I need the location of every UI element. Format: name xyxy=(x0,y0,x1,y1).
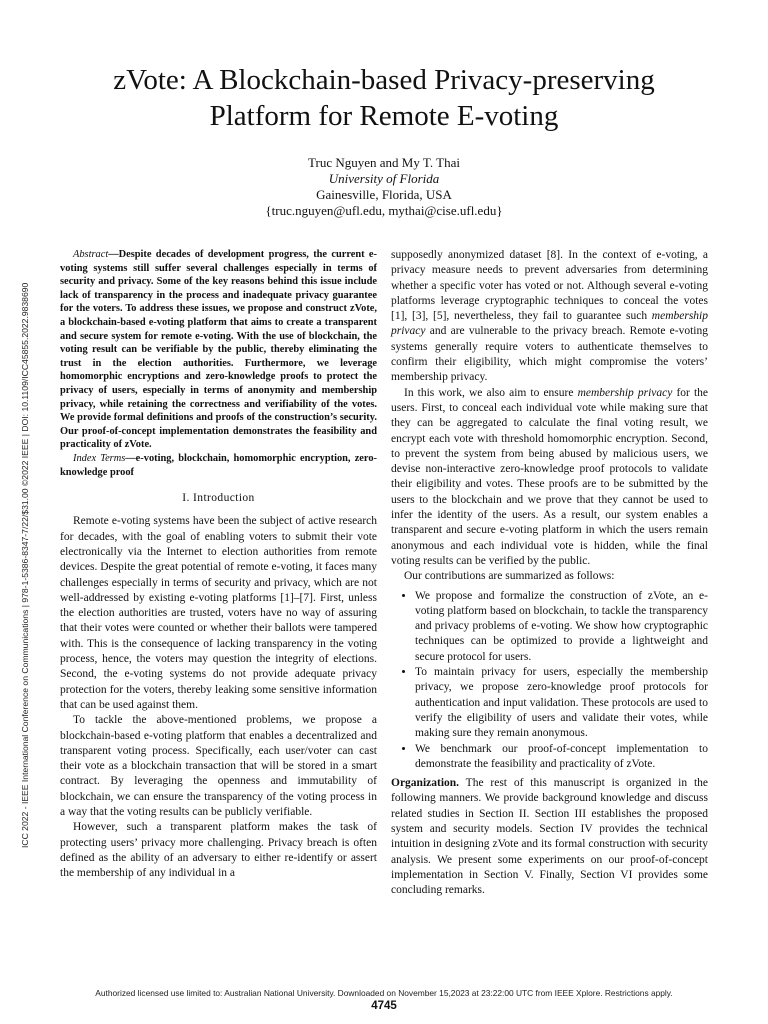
left-column xyxy=(60,248,377,882)
index-terms xyxy=(60,452,377,479)
doi-side-note: ICC 2022 - IEEE International Conference on Communications | 978-1-5386-8347-7/22/$31.00 ©2022 IEEE | DOI: 10.1109/ICC45855.2022.9838690 xyxy=(20,282,30,848)
emails: {truc.nguyen@ufl.edu, mythai@cise.ufl.edu} xyxy=(265,203,503,218)
abstract-lead: Abstract xyxy=(73,249,109,260)
organization-label: Organization. xyxy=(391,777,460,790)
location: Gainesville, Florida, USA xyxy=(316,187,452,202)
paragraph: To tackle the above-mentioned problems, we propose a blockchain-based e-voting platform that enables a decentralized and transparent voting process. Specifically, each user/voter can cast their vote as a blockchain transaction that will be stored in a smart contract. By leveraging the openness and immutability of blockchain, we can ensure the transparency of the voting process in a way that the voting results can be publicly verifiable. xyxy=(60,714,377,819)
index-terms-text: —e-voting, blockchain, homomorphic encryption, zero-knowledge proof xyxy=(60,452,377,478)
emphasis: membership privacy xyxy=(391,310,708,338)
license-footer: Authorized licensed use limited to: Australian National University. Downloaded on November 15,2023 at 23:22:00 UTC from IEEE Xplore. Restrictions apply. xyxy=(95,988,673,998)
index-terms-lead: Index Terms xyxy=(73,452,126,464)
right-column xyxy=(391,248,708,898)
affiliation: University of Florida xyxy=(328,171,440,186)
paragraph: However, such a transparent platform makes the task of protecting users’ privacy more challenging. Privacy breach is often defined as the ability of an adversary to either re-identify or assert the membership of any individual in a xyxy=(60,821,377,880)
abstract-text: —Despite decades of development progress, the current e-voting systems still suffer several challenges especially in terms of security and privacy. Some of the key reasons behind this issue include lack of transparency in the process and inadequate privacy guarantee for the voters. To address these issues, we propose and construct zVote, a blockchain-based e-voting platform that aims to create a transparent and secure system for remote e-voting. With the use of blockchain, the voting result can be verifiable by the public, thereby eliminating the trust in the election authorities. Furthermore, we leverage homomorphic encryptions and zero-knowledge proofs to protect the privacy of users, especially in terms of anonymity and membership privacy, while retaining the correctness and verifiability of the votes. We provide formal definitions and proofs of the construction’s security. Our proof-of-concept implementation demonstrates the feasibility and practicality of zVote. xyxy=(60,249,377,451)
paper-title xyxy=(60,62,708,134)
paragraph: Our contributions are summarized as follows: xyxy=(404,570,615,583)
emphasis: membership privacy xyxy=(577,386,673,399)
paragraph-organization: Organization. The rest of this manuscript is organized in the following manners. We provide background knowledge and discuss related studies in Section II. Section III establishes the proposed system and security models. Section IV provides the technical intuition in designing zVote and its formal construction with security analysis. We present some experiments on our proof-of-concept implementation in Section V. Finally, Section VI provides some concluding remarks. xyxy=(391,777,708,897)
paragraph: Remote e-voting systems have been the subject of active research for decades, with the goal of enabling voters to submit their vote electronically via the Internet to election authorities from remote devices. Despite the great potential of remote e-voting, it faces many challenges especially in terms of security and privacy, which are not well-addressed by existing e-voting platforms [1]–[7]. First, unless the election authorities are trusted, voters have no way of assuring that their votes were counted or whether their ballots were tampered with. This is the consequence of lacking transparency in the voting process, hence, the voters may question the integrity of elections. Second, the e-voting systems do not provide adequate privacy protection for the voters, thereby leaking some sensitive information that can be used against them. xyxy=(60,515,377,711)
contributions-list xyxy=(391,589,708,773)
title-line-2: Platform for Remote E-voting xyxy=(209,100,559,132)
list-item: • We propose and formalize the construction of zVote, an e-voting platform based on blockchain, to tackle the transparency and privacy problems of e-voting. We show how cryptographic techniques can be optimized to provide a lightweight and secure protocol for users. xyxy=(415,589,708,665)
list-item: • We benchmark our proof-of-concept implementation to demonstrate the feasibility and practicality of zVote. xyxy=(415,742,708,773)
page-number: 4745 xyxy=(371,1000,397,1012)
title-line-1: zVote: A Blockchain-based Privacy-preserving xyxy=(113,64,655,96)
section-heading: I. Introduction xyxy=(182,492,255,505)
author-block xyxy=(160,155,608,219)
abstract xyxy=(60,248,377,452)
authors: Truc Nguyen and My T. Thai xyxy=(308,155,460,170)
list-item: • To maintain privacy for users, especially the membership privacy, we propose zero-knowledge proof protocols for authentication and input validation. These protocols are used to verify the eligibility of users and validate their votes, while making sure they remain anonymous. xyxy=(415,665,708,741)
paragraph: supposedly anonymized dataset [8]. In the context of e-voting, a privacy measure needs to prevent adversaries from determining whether a specific voter has voted or not. Although several e-voting platforms leverage cryptographic techniques to conceal the votes [1], [3], [5], nevertheless, they fail to guarantee such membership privacy and are vulnerable to the privacy breach. Remote e-voting systems generally require voters to authenticate themselves to confirm their eligibility, which might compromise the voters’ membership privacy. xyxy=(391,249,708,384)
paragraph: In this work, we also aim to ensure membership privacy for the users. First, to conceal each individual vote while making sure that they can be aggregated to calculate the final voting result, we encrypt each vote with threshold homomorphic encryption. Second, to prevent the system from being abused by malicious users, we devise non-interactive zero-knowledge proof protocols to validate their eligibility and votes. These proofs are to be submitted by the users to the blockchain and we prove that they cannot be used to infer the identity of the users. As a result, our system enables a transparent and secure e-voting platform in which the users remain anonymous and each individual vote is hidden, while the final voting results can be verified by the public. xyxy=(391,386,708,567)
